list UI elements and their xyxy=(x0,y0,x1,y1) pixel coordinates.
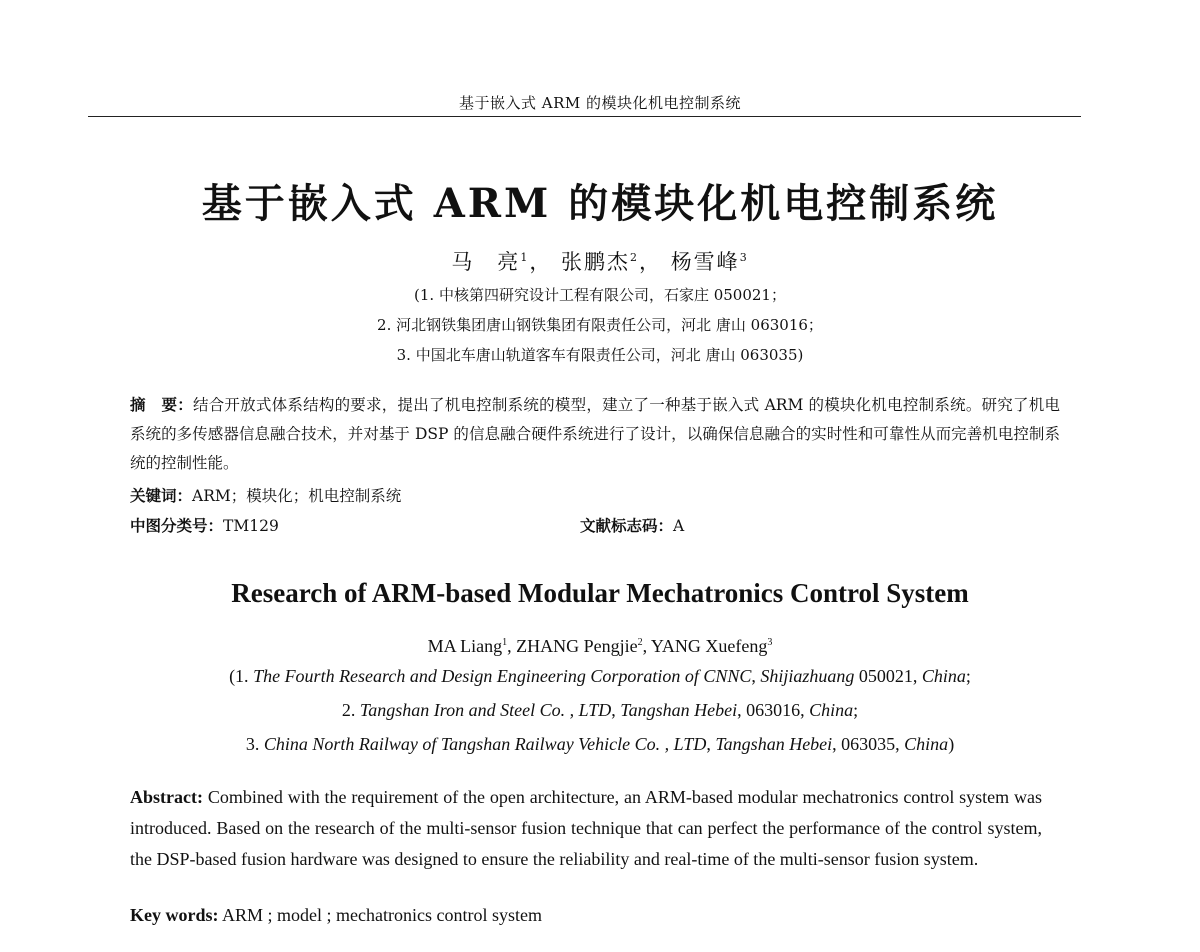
aff-en-1-code: 050021 xyxy=(858,666,913,686)
author-cn-1-sup: 1 xyxy=(520,251,530,264)
aff-en-3-prefix: 3. xyxy=(245,734,264,754)
author-en-2-sup: 2 xyxy=(637,637,643,648)
affiliation-en-3: 3. China North Railway of Tangshan Railway Vehicle Co. , LTD, Tangshan Hebei, 063035, China) xyxy=(245,734,955,754)
clc-value: TM129 xyxy=(223,517,279,535)
header-rule xyxy=(88,116,1081,117)
doc-code-value: A xyxy=(673,517,685,535)
abstract-cn-label: 摘 要： xyxy=(130,395,193,414)
doc-code-label: 文献标志码： xyxy=(580,516,674,535)
aff-en-2-country: China xyxy=(809,700,854,720)
author-cn-1: 马 亮 xyxy=(451,250,521,274)
author-cn-3-sup: 3 xyxy=(739,251,749,264)
abstract-en-text: Combined with the requirement of the open architecture, an ARM-based modular mechatronics control system was introduced. Based on the research of the multi-sensor fusion technique that can perfect the performance of the control system, the DSP-based fusion hardware was designed to ensure the reliability and real-time of the multi-sensor fusion system. xyxy=(130,787,1043,869)
abstract-cn-text: 结合开放式体系结构的要求，提出了机电控制系统的模型，建立了一种基于嵌入式 ARM 的模块化机电控制系统。研究了机电系统的多传感器信息融合技术，并对基于 DSP 的信息融合硬件系统进行了设计，以确保信息融合的实时性和可靠性从而完善机电控制系统的控制性能。 xyxy=(130,396,1060,472)
aff-en-2-org: Tangshan Iron and Steel Co. , LTD xyxy=(359,700,612,720)
aff-en-3-country: China xyxy=(904,734,949,754)
author-en-2: ZHANG Pengjie xyxy=(516,636,638,656)
aff-en-3-city: Tangshan Hebei xyxy=(715,734,833,754)
aff-en-1-org: The Fourth Research and Design Engineering Corporation of CNNC xyxy=(253,666,752,686)
aff-en-2-city: Tangshan Hebei xyxy=(620,700,738,720)
title-en: Research of ARM-based Modular Mechatronics Control System xyxy=(231,578,969,608)
title-cn: 基于嵌入式 ARM 的模块化机电控制系统 xyxy=(201,180,999,227)
aff-en-1-city: Shijiazhuang xyxy=(760,666,855,686)
aff-en-3-org: China North Railway of Tangshan Railway Vehicle Co. , LTD xyxy=(263,734,707,754)
author-en-3: YANG Xuefeng xyxy=(650,636,768,656)
abstract-en xyxy=(130,782,1042,875)
aff-en-1-country: China xyxy=(921,666,966,686)
affiliation-cn-3: 3. 中国北车唐山轨道客车有限责任公司，河北 唐山 063035) xyxy=(396,346,804,364)
clc-label: 中图分类号： xyxy=(130,516,224,535)
authors-cn: 马 亮$^1$， 张鹏杰$^2$， 杨雪峰$^3$ xyxy=(451,250,749,274)
aff-en-1-prefix: (1. xyxy=(229,666,254,686)
document-code xyxy=(580,514,684,536)
author-cn-3: 杨雪峰 xyxy=(670,250,740,274)
aff-en-3-code: 063035 xyxy=(841,734,896,754)
abstract-en-label: Abstract: xyxy=(130,787,203,807)
keywords-cn-label: 关键词： xyxy=(130,486,193,505)
author-cn-2-sup: 2 xyxy=(630,251,639,264)
affiliation-en-2: 2. Tangshan Iron and Steel Co. , LTD, Tangshan Hebei, 063016, China; xyxy=(341,700,859,720)
affiliation-cn-1: (1. 中核第四研究设计工程有限公司，石家庄 050021； xyxy=(414,286,786,304)
keywords-cn-text: ARM；模块化；机电控制系统 xyxy=(192,487,402,505)
aff-en-2-code: 063016 xyxy=(746,700,801,720)
keywords-en-label: Key words: xyxy=(130,905,219,925)
abstract-cn xyxy=(130,390,1060,478)
authors-en: MA Liang$^1$, ZHANG Pengjie$^2$, YANG Xuefeng$^3$ xyxy=(427,636,773,656)
aff-en-3-end: ) xyxy=(948,734,955,754)
aff-en-1-end: ; xyxy=(965,666,971,686)
keywords-cn xyxy=(130,484,401,506)
aff-en-2-end: ; xyxy=(853,700,859,720)
author-en-1-sup: 1 xyxy=(502,637,508,648)
clc-number xyxy=(130,514,279,536)
aff-en-2-prefix: 2. xyxy=(341,700,360,720)
running-header: 基于嵌入式 ARM 的模块化机电控制系统 xyxy=(458,94,742,112)
keywords-en-text: ARM ; model ; mechatronics control system xyxy=(222,905,542,925)
author-cn-2: 张鹏杰 xyxy=(561,250,630,274)
author-en-1: MA Liang xyxy=(427,636,503,656)
affiliation-cn-2: 2. 河北钢铁集团唐山钢铁集团有限责任公司，河北 唐山 063016； xyxy=(377,316,823,334)
affiliation-en-1: (1. The Fourth Research and Design Engineering Corporation of CNNC, Shijiazhuang 050021, China; xyxy=(229,666,971,686)
keywords-en xyxy=(130,905,542,926)
author-en-3-sup: 3 xyxy=(767,637,773,648)
